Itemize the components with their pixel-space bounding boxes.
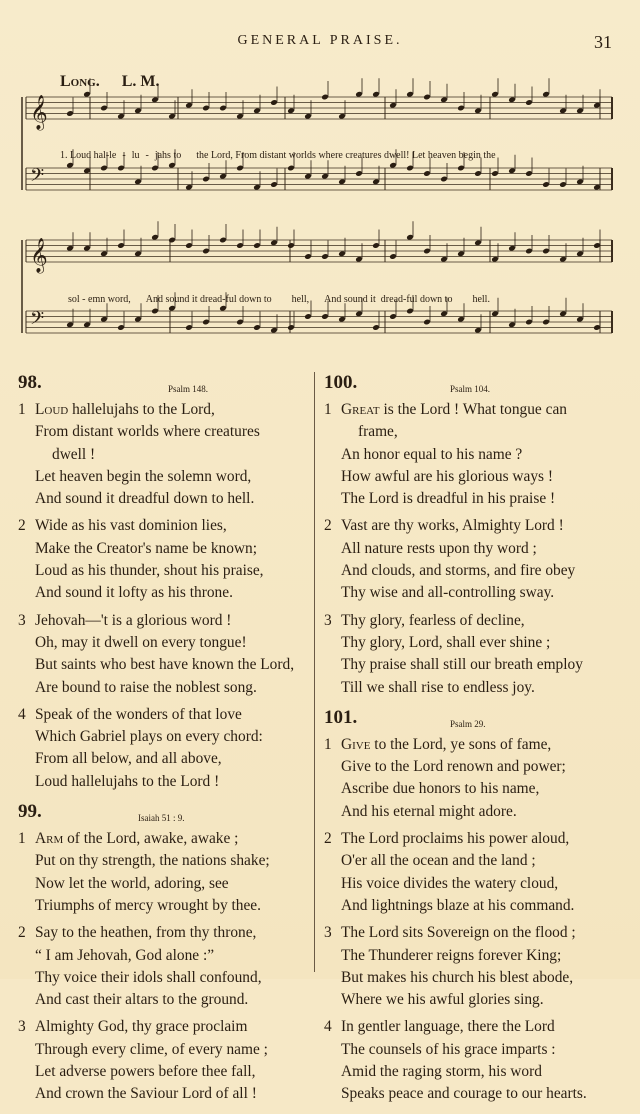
verse-line <box>18 444 306 466</box>
tune-meter: L. M. <box>121 73 160 90</box>
stanza-number: 4 <box>324 1018 332 1036</box>
verse-text: But saints who best have known the Lord, <box>35 656 295 674</box>
verse-line <box>324 488 624 510</box>
hymn-heading <box>18 372 306 394</box>
verse-line <box>18 922 306 944</box>
stanza <box>18 610 306 699</box>
stanza <box>324 828 624 917</box>
verse-line <box>18 1061 306 1083</box>
verse-first-word: Give <box>341 735 371 753</box>
verse-line <box>324 632 624 654</box>
verse-text: Thy glory, fearless of decline, <box>341 611 525 629</box>
verse-first-word: Great <box>341 401 380 418</box>
verse-text: Thy praise shall still our breath employ <box>341 656 583 674</box>
treble-clef: 𝄞 <box>30 239 48 272</box>
treble-clef: 𝄞 <box>30 96 48 129</box>
verse-line <box>324 734 624 756</box>
verse-line <box>324 1016 624 1038</box>
verse-line <box>18 895 306 917</box>
hymn-source: Psalm 104. <box>450 384 491 394</box>
bass-clef: 𝄢 <box>30 307 45 333</box>
column-divider <box>314 372 315 972</box>
verse-text: Jehovah—'t is a glorious word ! <box>35 611 232 629</box>
stanza <box>18 922 306 1011</box>
verse-text: of the Lord, awake, awake ; <box>63 830 239 848</box>
stanza <box>324 515 624 604</box>
tune-name: Long. <box>60 73 100 90</box>
verse-line <box>324 399 624 421</box>
lyric-line-2: sol - emn word, And sound it dread-ful down to hell, And sound it dread-ful down to hell. <box>68 294 490 305</box>
verse-line <box>18 399 306 421</box>
verse-line <box>18 560 306 582</box>
verse-text: Thy wise and all-controlling sway. <box>341 584 555 602</box>
verse-text: Vast are thy works, Almighty Lord ! <box>341 517 564 535</box>
verse-text: dwell ! <box>52 445 96 463</box>
verse-text: Speaks peace and courage to our hearts. <box>341 1085 587 1103</box>
verse-first-word: Arm <box>35 830 64 848</box>
verse-line <box>324 538 624 560</box>
stanza <box>18 1016 306 1105</box>
verse-text: Almighty God, thy grace proclaim <box>35 1018 248 1036</box>
verse-text: In gentler language, there the Lord <box>341 1018 555 1036</box>
verse-text: Ascribe due honors to his name, <box>341 780 540 798</box>
stanza-number: 1 <box>324 401 332 418</box>
verse-text: The Lord proclaims his power aloud, <box>341 830 570 848</box>
stanza-number: 3 <box>324 924 332 942</box>
left-column <box>18 372 306 1114</box>
verse-text: Speak of the wonders of that love <box>35 705 242 723</box>
stanza <box>324 610 624 699</box>
verse-line <box>324 922 624 944</box>
verse-text: How awful are his glorious ways ! <box>341 467 554 485</box>
verse-text: “ I am Jehovah, God alone :” <box>35 946 215 964</box>
verse-line <box>324 945 624 967</box>
verse-text: Give to the Lord renown and power; <box>341 758 566 776</box>
verse-line <box>324 756 624 778</box>
verse-line <box>18 1016 306 1038</box>
verse-text: From all below, and all above, <box>35 750 222 768</box>
verse-text: Thy glory, Lord, shall ever shine ; <box>341 633 551 651</box>
bass-clef: 𝄢 <box>30 164 45 190</box>
verse-text: Triumphs of mercy wrought by thee. <box>35 896 261 914</box>
lyric-line-1: 1. Loud hal-le - lu - jahs to the Lord, From distant worlds where creatures dwell! Let heaven begin the <box>60 150 496 161</box>
verse-line <box>18 726 306 748</box>
verse-text: Say to the heathen, from thy throne, <box>35 924 257 942</box>
verse-line <box>18 704 306 726</box>
verse-text: Let adverse powers before thee fall, <box>35 1063 256 1081</box>
running-head: GENERAL PRAISE. <box>237 33 403 48</box>
verse-text: Which Gabriel plays on every chord: <box>35 728 263 746</box>
verse-line <box>324 444 624 466</box>
hymn-heading <box>324 707 624 729</box>
verse-line <box>18 1039 306 1061</box>
verse-text: Are bound to raise the noblest song. <box>35 678 257 696</box>
verse-text: is the Lord ! What tongue can <box>379 401 567 418</box>
stanza <box>324 734 624 823</box>
verse-line <box>18 945 306 967</box>
verse-line <box>18 515 306 537</box>
verse-line <box>324 873 624 895</box>
verse-line <box>324 654 624 676</box>
verse-text: Where we his awful glories sing. <box>341 991 544 1009</box>
stanza-number: 2 <box>324 517 332 535</box>
verse-line <box>324 850 624 872</box>
stanza <box>18 399 306 510</box>
hymn-number: 101. <box>324 706 358 728</box>
verse-line <box>324 895 624 917</box>
verse-text: The Lord is dreadful in his praise ! <box>341 490 556 508</box>
verse-line <box>324 967 624 989</box>
verse-text: And clouds, and storms, and fire obey <box>341 562 576 580</box>
verse-line <box>324 582 624 604</box>
verse-text: frame, <box>358 423 398 441</box>
verse-line <box>324 560 624 582</box>
verse-line <box>324 677 624 699</box>
music-score <box>0 0 640 370</box>
verse-line <box>18 873 306 895</box>
verse-line <box>324 1039 624 1061</box>
hymn-heading <box>324 372 624 394</box>
stanza-number: 2 <box>18 924 26 942</box>
verse-text: Amid the raging storm, his word <box>341 1063 542 1081</box>
verse-line <box>18 466 306 488</box>
verse-text: An honor equal to his name ? <box>341 445 523 463</box>
hymn-heading <box>18 801 306 823</box>
verse-text: Loud hallelujahs to the Lord ! <box>35 772 220 790</box>
stanza-number: 3 <box>324 611 332 629</box>
verse-line <box>18 610 306 632</box>
stanza <box>18 704 306 793</box>
verse-line <box>18 828 306 850</box>
hymn-number: 100. <box>324 372 358 393</box>
stanza-number: 2 <box>324 830 332 848</box>
stanza-number: 1 <box>18 401 26 418</box>
verse-text: And crown the Saviour Lord of all ! <box>35 1085 257 1103</box>
verse-text: Oh, may it dwell on every tongue! <box>35 633 247 651</box>
verse-text: From distant worlds where creatures <box>35 423 260 441</box>
right-column <box>324 372 624 1114</box>
verse-text: And cast their altars to the ground. <box>35 991 249 1009</box>
verse-line <box>324 778 624 800</box>
verse-text: Wide as his vast dominion lies, <box>35 517 227 535</box>
verse-line <box>18 967 306 989</box>
stanza-number: 4 <box>18 705 26 723</box>
hymn-number: 99. <box>18 801 42 823</box>
verse-text: Thy voice their idols shall confound, <box>35 968 262 986</box>
hymn-source: Psalm 29. <box>450 718 486 729</box>
verse-text: His voice divides the watery cloud, <box>341 874 559 892</box>
stanza-number: 3 <box>18 1018 26 1036</box>
verse-text: And lightnings blaze at his command. <box>341 896 575 914</box>
verse-text: Let heaven begin the solemn word, <box>35 467 252 485</box>
verse-text: The counsels of his grace imparts : <box>341 1040 556 1058</box>
verse-line <box>324 801 624 823</box>
verse-text: Through every clime, of every name ; <box>35 1040 268 1058</box>
verse-line <box>324 1061 624 1083</box>
verse-line <box>324 610 624 632</box>
verse-text: Now let the world, adoring, see <box>35 874 229 892</box>
verse-line <box>324 828 624 850</box>
verse-text: to the Lord, ye sons of fame, <box>370 735 552 753</box>
verse-text: Put on thy strength, the nations shake; <box>35 852 270 870</box>
stanza-number: 3 <box>18 611 26 629</box>
verse-line <box>324 515 624 537</box>
verse-line <box>324 466 624 488</box>
hymn-source: Isaiah 51 : 9. <box>138 813 185 824</box>
verse-line <box>18 421 306 443</box>
verse-line <box>18 748 306 770</box>
verse-text: The Thunderer reigns forever King; <box>341 946 562 964</box>
verse-line <box>18 989 306 1011</box>
verse-text: And his eternal might adore. <box>341 802 517 820</box>
verse-line <box>18 538 306 560</box>
verse-text: And sound it dreadful down to hell. <box>35 490 255 508</box>
verse-line <box>324 421 624 443</box>
verse-line <box>18 677 306 699</box>
verse-line <box>18 850 306 872</box>
verse-text: Make the Creator's name be known; <box>35 539 258 557</box>
verse-text: The Lord sits Sovereign on the flood ; <box>341 924 576 942</box>
verse-text: Till we shall rise to endless joy. <box>341 678 535 696</box>
hymn-number: 98. <box>18 372 42 393</box>
stanza <box>324 922 624 1011</box>
verse-text: hallelujahs to the Lord, <box>68 401 215 418</box>
verse-text: All nature rests upon thy word ; <box>341 539 537 557</box>
verse-line <box>18 654 306 676</box>
stanza-number: 2 <box>18 517 26 535</box>
stanza <box>18 828 306 917</box>
stanza <box>324 399 624 510</box>
verse-line <box>18 632 306 654</box>
verse-line <box>324 989 624 1011</box>
verse-text: And sound it lofty as his throne. <box>35 584 233 602</box>
verse-line <box>18 771 306 793</box>
verse-line <box>324 1083 624 1105</box>
verse-first-word: Loud <box>35 401 69 418</box>
verse-text: O'er all the ocean and the land ; <box>341 852 536 870</box>
verse-text: Loud as his thunder, shout his praise, <box>35 562 264 580</box>
hymn-source: Psalm 148. <box>168 384 209 394</box>
stanza-number: 1 <box>18 830 26 848</box>
stanza <box>324 1016 624 1105</box>
stanza-number: 1 <box>324 735 332 753</box>
page-number: 31 <box>594 32 612 52</box>
verse-line <box>18 1083 306 1105</box>
stanza <box>18 515 306 604</box>
verse-text: But makes his church his blest abode, <box>341 968 574 986</box>
verse-line <box>18 582 306 604</box>
verse-line <box>18 488 306 510</box>
